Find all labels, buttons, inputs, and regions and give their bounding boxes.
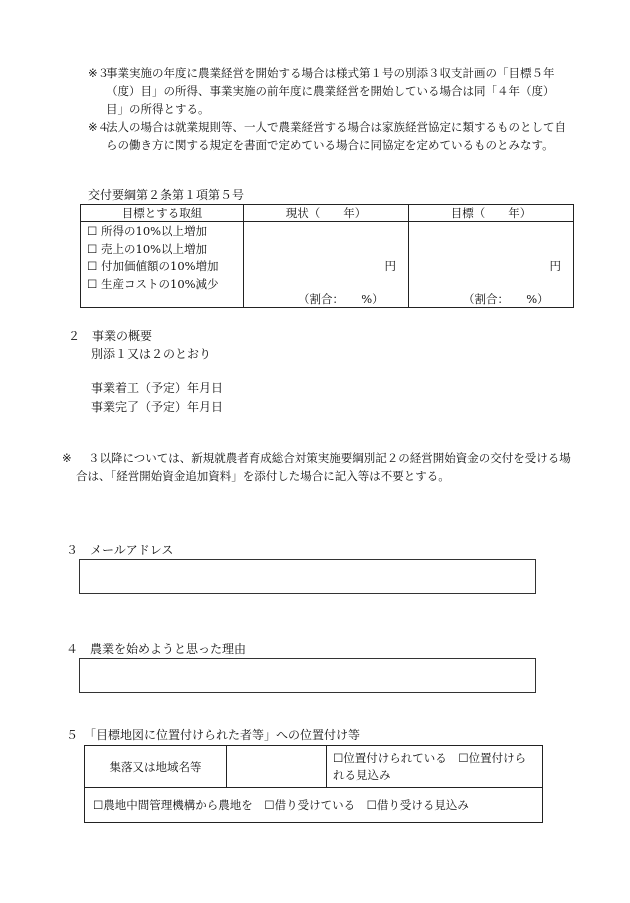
checkbox[interactable]: ☐ [87,276,98,291]
start-date: 事業着工（予定）年月日 [91,381,224,395]
header-target: 目標（ 年） [409,205,574,222]
section4-heading: ４ 農業を始めようと思った理由 [66,642,247,656]
note-mark: ※３ [88,66,110,80]
grant-reference: 交付要綱第２条第１項第５号 [88,188,245,202]
land-lease-options[interactable]: ☐農地中間管理機構から農地を ☐借り受けている ☐借り受ける見込み [85,788,543,823]
area-name-field[interactable] [227,746,327,788]
note-text: 事業実施の年度に農業経営を開始する場合は様式第１号の別添３収支計画の「目標５年（度）目」の所得、事業実施の前年度に農業経営を開始している場合は同「４年（度）目」の所得とする。 [106,66,555,116]
goal-option[interactable]: ☐ 生産コストの10%減少 [87,276,243,294]
note-4 [88,118,568,154]
current-ratio: （割合： %） [298,292,384,306]
note-mark: ※４ [88,120,110,134]
goal-option[interactable]: ☐ 所得の10%以上増加 [87,223,243,241]
note-mark: ※ [62,451,72,465]
checkbox[interactable]: ☐ [87,224,98,238]
area-label: 集落又は地域名等 [85,746,227,788]
goal-table [80,204,574,308]
goal-option[interactable]: ☐ 付加価値額の10%増加 [87,258,243,276]
note-3 [88,64,568,118]
target-ratio: （割合： %） [463,292,549,306]
note-text: 法人の場合は就業規則等、一人で農業経営する場合は家族経営協定に類するものとして自らの働き方に関する規定を書面で定めている場合に同協定を定めているものとみなす。 [106,120,566,152]
reason-field[interactable] [79,658,536,693]
header-current: 現状（ 年） [244,205,409,222]
target-yen: 円 [549,259,561,273]
goal-options [81,222,243,293]
position-status[interactable]: ☐位置付けられている ☐位置付けられる見込み [327,746,543,788]
header-goal-action: 目標とする取組 [81,205,244,222]
email-field[interactable] [79,559,536,594]
section2-heading: ２ 事業の概要 [68,329,153,343]
section2-summary: 別添１又は２のとおり [91,347,212,361]
section3-heading: ３ メールアドレス [66,543,174,557]
end-date: 事業完了（予定）年月日 [91,400,224,414]
note-section3 [62,449,574,485]
note-text: ３以降については、新規就農者育成総合対策実施要綱別記２の経営開始資金の交付を受ける場合は、「経営開始資金追加資料」を添付した場合に記入等は不要とする。 [76,451,571,483]
section5-heading: ５ 「目標地図に位置付けられた者等」への位置付け等 [66,728,361,742]
goal-option[interactable]: ☐ 売上の10%以上増加 [87,241,243,259]
target-map-table [84,745,543,823]
checkbox[interactable]: ☐ [87,241,98,256]
checkbox[interactable]: ☐ [87,259,98,273]
current-yen: 円 [384,259,396,273]
